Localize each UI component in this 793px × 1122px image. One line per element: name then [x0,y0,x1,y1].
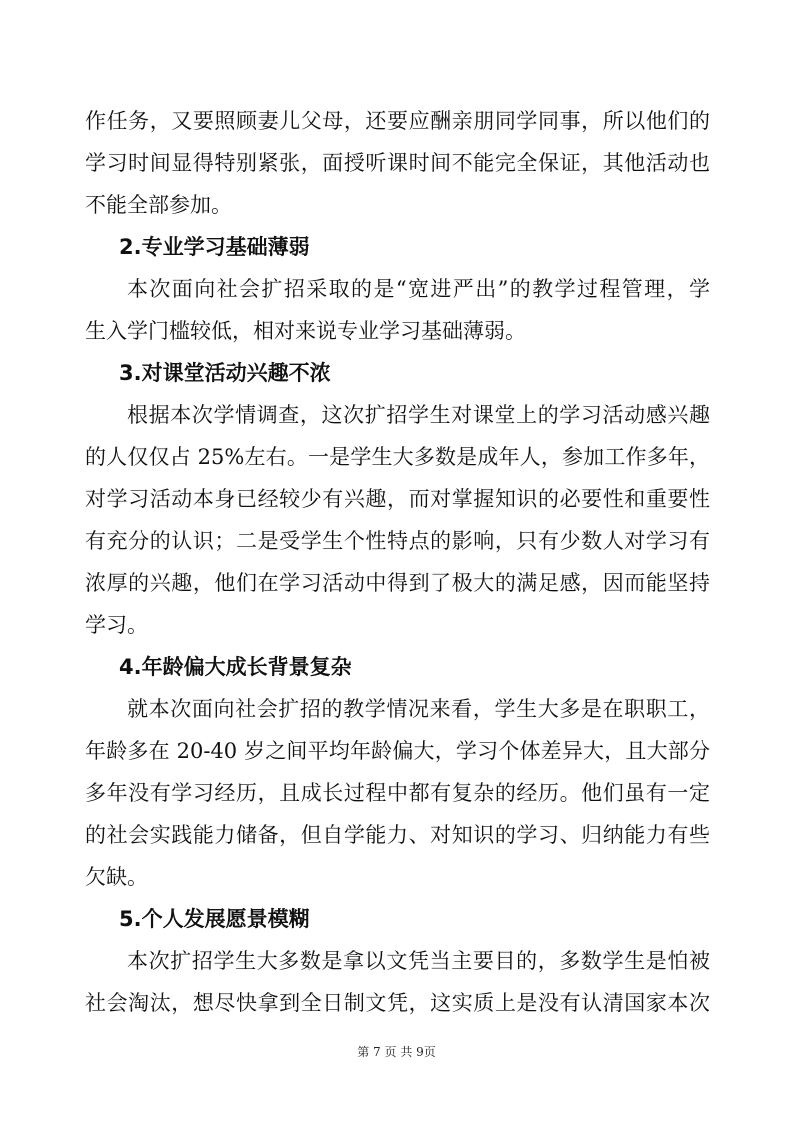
text-line: 有充分的认识；二是受学生个性特点的影响，只有少数人对学习有 [85,529,710,553]
text-line: 生入学门槛较低，相对来说专业学习基础薄弱。 [85,319,526,343]
section-3-paragraph [85,394,710,646]
section-heading-2: 2.专业学习基础薄弱 [119,235,310,259]
text-line: 年龄多在 20-40 岁之间平均年龄偏大，学习个体差异大，且大部分 [85,739,710,763]
text-line: 就本次面向社会扩招的教学情况来看，学生大多是在职职工， [127,697,710,721]
text-line: 本次面向社会扩招采取的是“宽进严出”的教学过程管理，学 [127,277,710,301]
text-line: 本次扩招学生大多数是拿以文凭当主要目的，多数学生是怕被 [127,949,710,973]
text-line: 作任务，又要照顾妻儿父母，还要应酬亲朋同学同事，所以他们的 [85,109,710,133]
text-line: 根据本次学情调查，这次扩招学生对课堂上的学习活动感兴趣 [127,403,710,427]
text-line: 社会淘汰，想尽快拿到全日制文凭，这实质上是没有认清国家本次 [85,991,710,1015]
section-2-paragraph [85,268,710,352]
section-heading-3: 3.对课堂活动兴趣不浓 [119,361,331,385]
text-line: 多年没有学习经历，且成长过程中都有复杂的经历。他们虽有一定 [85,781,710,805]
text-line: 的社会实践能力储备，但自学能力、对知识的学习、归纳能力有些 [85,823,710,847]
text-line: 欠缺。 [85,865,148,889]
document-body [85,100,710,1024]
section-heading-4: 4.年龄偏大成长背景复杂 [119,655,352,679]
text-line: 学习时间显得特别紧张，面授听课时间不能完全保证，其他活动也 [85,151,710,175]
section-heading-5: 5.个人发展愿景模糊 [119,907,310,931]
text-line: 不能全部参加。 [85,193,232,217]
text-line: 浓厚的兴趣，他们在学习活动中得到了极大的满足感，因而能坚持 [85,571,710,595]
text-line: 学习。 [85,613,148,637]
section-4-paragraph [85,688,710,898]
intro-paragraph [85,100,710,226]
text-line: 的人仅仅占 25%左右。一是学生大多数是成年人，参加工作多年， [85,445,710,469]
text-line: 对学习活动本身已经较少有兴趣，而对掌握知识的必要性和重要性 [85,487,710,511]
section-5-paragraph [85,940,710,1024]
page-number-footer: 第 7 页 共 9页 [357,1045,436,1059]
